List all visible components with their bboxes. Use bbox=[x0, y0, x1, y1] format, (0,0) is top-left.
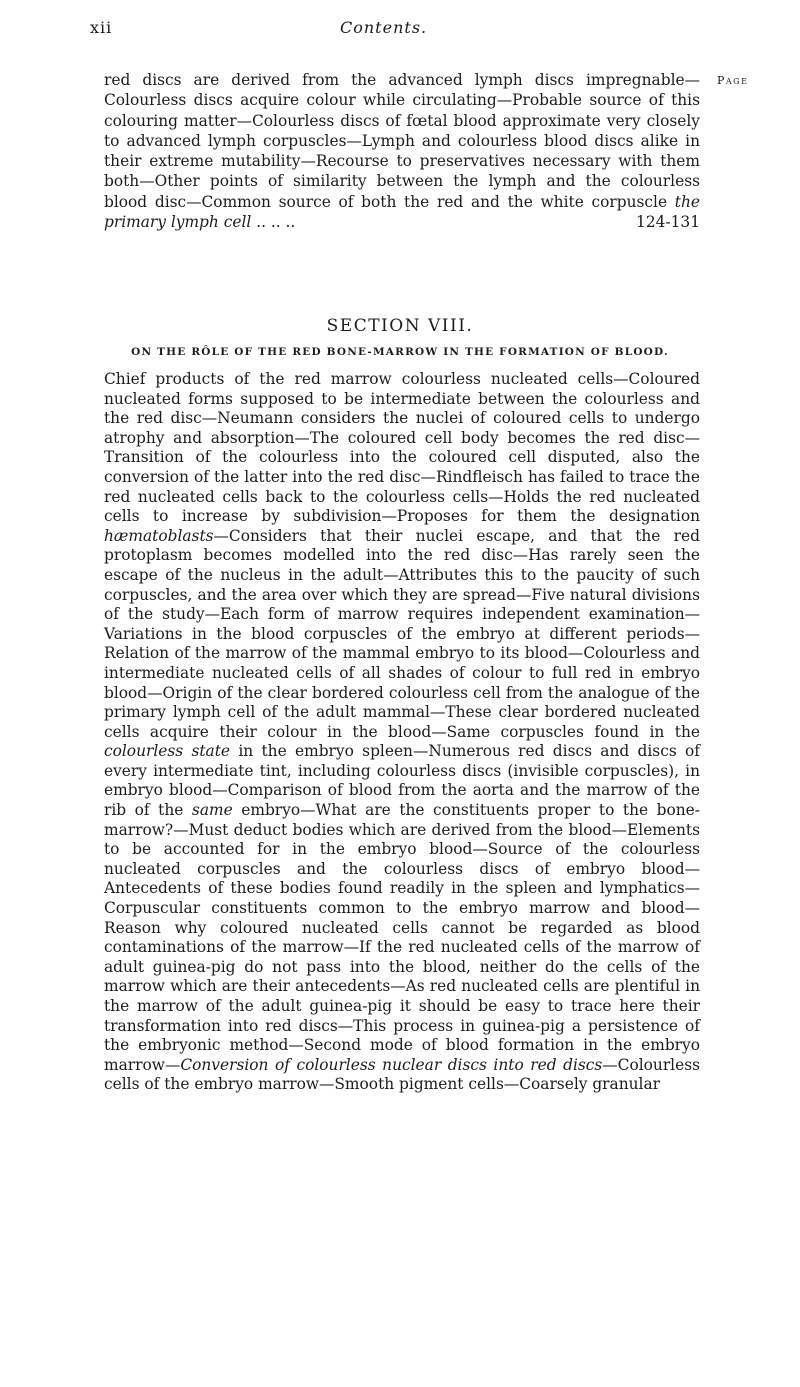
entry-italic-term: the primary lymph cell bbox=[104, 192, 700, 232]
section-heading: SECTION VIII. bbox=[326, 316, 474, 336]
text-part-5: —Colourless cells of the embryo marrow—Smooth pigment cells—Coarsely granular bbox=[104, 1055, 700, 1094]
page-folio: xii bbox=[90, 18, 113, 37]
italic-term-3: same bbox=[191, 801, 233, 820]
text-part-2: —Considers that their nuclei escape, and that the red protoplasm becomes modelled into the red disc—Has rarely seen the escape of the nucleus in the adult—Attributes this to the paucity of such corpuscles, and the area over which they are spread—Five natural divisions of the study—Each form of marrow requires independent examination—Variations in the blood corpuscles of the embryo at different periods—Relation of the marrow of the mammal embryo to its blood—Colourless and intermediate nucleated cells of all shades of colour to full red in embryo blood—Origin of the clear bordered colourless cell from the analogue of the primary lymph cell of the adult mammal—These clear bordered nucleated cells acquire their colour in the blood—Same corpuscles found in the bbox=[104, 526, 700, 741]
dot-leaders: .. .. .. bbox=[251, 213, 296, 232]
section-8-entry bbox=[104, 370, 700, 1095]
text-part-4: embryo—What are the constituents proper to the bone-marrow?—Must deduct bodies which are derived from the blood—Elements to be accounted for in the embryo blood—Source of the colourless nucleated corpuscles and the colourless discs of embryo blood—Antecedents of these bodies found readily in the spleen and lymphatics—Corpuscular constituents common to the embryo marrow and blood—Reason why coloured nucleated cells cannot be regarded as blood contaminations of the marrow—If the red nucleated cells of the marrow of adult guinea-pig do not pass into the blood, neither do the cells of the marrow which are their antecedents—As red nucleated cells are plentiful in the marrow of the adult guinea-pig it should be easy to trace here their transformation into red discs—This process in guinea-pig a persistence of the embryonic method—Second mode of blood formation in the embryo marrow— bbox=[104, 801, 700, 1074]
text-part-1: Chief products of the red marrow colourless nucleated cells—Coloured nucleated forms supposed to be intermediate between the colourless and the red disc—Neumann considers the nuclei of coloured cells to undergo atrophy and absorption—The coloured cell body becomes the red disc—Transition of the colourless into the coloured cell disputed, also the conversion of the latter into the red disc—Rindfleisch has failed to trace the red nucleated cells back to the colourless cells—Holds the red nucleated cells to increase by subdivision—Proposes for them the designation bbox=[104, 370, 700, 526]
italic-term-1: hæmatoblasts bbox=[104, 526, 214, 545]
page-range: 124-131 bbox=[636, 213, 700, 232]
running-header bbox=[0, 18, 800, 42]
section-subtitle: ON THE RÔLE OF THE RED BONE-MARROW IN THE FORMATION OF BLOOD. bbox=[131, 346, 669, 358]
section-8-text bbox=[104, 370, 700, 1095]
entry-text: red discs are derived from the advanced lymph discs impregnable—Colourless discs acquire colour while circulating—Probable source of this colouring matter—Colourless discs of fœtal blood approximate very closely to advanced lymph corpuscles—Lymph and colourless blood discs alike in their extreme mutability—Recourse to preservatives necessary with them both—Other points of similarity between the lymph and the colourless blood disc—Common source of both the red and the white corpuscle bbox=[104, 71, 700, 211]
italic-term-2: colourless state bbox=[104, 742, 231, 761]
page-column-label: Page bbox=[717, 74, 749, 87]
section-7-tail-entry bbox=[104, 70, 700, 232]
running-title: Contents. bbox=[340, 18, 428, 37]
italic-term-4: Conversion of colourless nuclear discs into red discs bbox=[180, 1055, 603, 1074]
text-part-3: in the embryo spleen—Numerous red discs and discs of every intermediate tint, including colourless discs (invisible corpuscles), in embryo blood—Comparison of blood from the aorta and the marrow of the rib of the bbox=[104, 742, 700, 820]
